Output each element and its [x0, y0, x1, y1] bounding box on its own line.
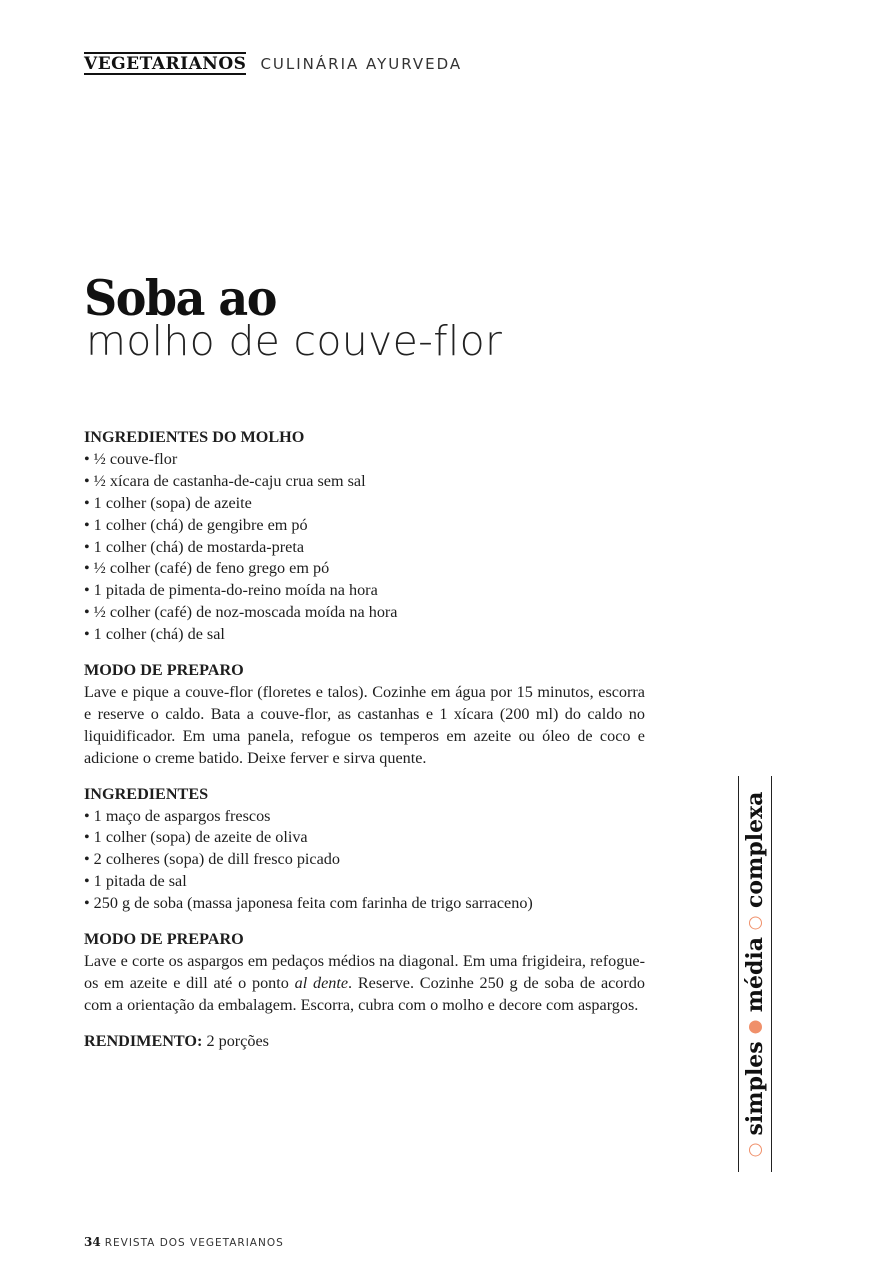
sauce-method-text: Lave e pique a couve-flor (floretes e talos). Cozinhe em água por 15 minutos, escorra e reserve o caldo. Bata a couve-flor, as castanhas e 1 xícara (200 ml) do caldo no liquidificador. Em uma panela, refogue os temperos em azeite ou óleo de coco e adicione o creme batido. Deixe ferver e sirva quente.: [84, 682, 645, 767]
list-item: • 1 colher (chá) de sal: [84, 624, 645, 646]
list-item: • 2 colheres (sopa) de dill fresco picado: [84, 849, 645, 871]
main-ingredients-heading: INGREDIENTES: [84, 784, 209, 803]
difficulty-dot-complexa: [749, 916, 762, 929]
main-ingredients: [84, 784, 645, 915]
sauce-method-heading: MODO DE PREPARO: [84, 661, 244, 680]
main-ingredient-list: [84, 806, 645, 916]
sauce-method: [84, 660, 645, 770]
recipe-title-light: molho de couve-flor: [86, 317, 503, 365]
difficulty-dot-simples: [749, 1143, 762, 1156]
main-method-part2: . Reserve. Cozinhe 250 g de soba de acordo com a orientação da embalagem. Escorra, cubra com o molho e decore com aspargos.: [84, 973, 645, 1014]
list-item: • 1 pitada de sal: [84, 871, 645, 893]
list-item: • 1 colher (chá) de gengibre em pó: [84, 515, 645, 537]
recipe-title-bold: Soba ao: [84, 269, 276, 327]
list-item: • 1 pitada de pimenta-do-reino moída na hora: [84, 580, 645, 602]
difficulty-dot-media: [749, 1020, 762, 1033]
main-method-text: [84, 951, 645, 1017]
list-item: • ½ couve-flor: [84, 449, 645, 471]
yield: [84, 1031, 645, 1053]
list-item: • 250 g de soba (massa japonesa feita com farinha de trigo sarraceno): [84, 893, 645, 915]
recipe-content: [84, 427, 645, 1067]
magazine-name: REVISTA DOS VEGETARIANOS: [104, 1237, 284, 1249]
sauce-ingredient-list: [84, 449, 645, 646]
main-method: [84, 929, 645, 1017]
difficulty-label-simples: simples: [742, 1041, 768, 1136]
list-item: • ½ colher (café) de noz-moscada moída na hora: [84, 602, 645, 624]
difficulty-label-media: média: [742, 937, 768, 1013]
section-subtitle: CULINÁRIA AYURVEDA: [260, 55, 463, 73]
main-method-heading: MODO DE PREPARO: [84, 930, 244, 949]
list-item: • 1 colher (sopa) de azeite de oliva: [84, 827, 645, 849]
page-number: 34: [84, 1235, 101, 1249]
section-header: [84, 52, 462, 75]
page-footer: [84, 1235, 284, 1249]
difficulty-label-complexa: complexa: [742, 791, 768, 909]
main-method-italic: al dente: [294, 973, 349, 992]
sauce-ingredients-heading: INGREDIENTES DO MOLHO: [84, 428, 305, 446]
yield-label: RENDIMENTO:: [84, 1031, 203, 1050]
list-item: • 1 maço de aspargos frescos: [84, 806, 645, 828]
difficulty-indicator: [738, 776, 772, 1172]
yield-value: 2 porções: [206, 1031, 269, 1050]
main-method-part1: Lave e corte os aspargos em pedaços médios na diagonal. Em uma frigideira, refogue-os em azeite e dill até o ponto: [84, 951, 645, 992]
list-item: • 1 colher (chá) de mostarda-preta: [84, 537, 645, 559]
sauce-ingredients: [84, 427, 645, 646]
list-item: • ½ xícara de castanha-de-caju crua sem sal: [84, 471, 645, 493]
list-item: • ½ colher (café) de feno grego em pó: [84, 558, 645, 580]
list-item: • 1 colher (sopa) de azeite: [84, 493, 645, 515]
section-title: VEGETARIANOS: [84, 54, 247, 74]
difficulty-scale: [742, 792, 768, 1157]
